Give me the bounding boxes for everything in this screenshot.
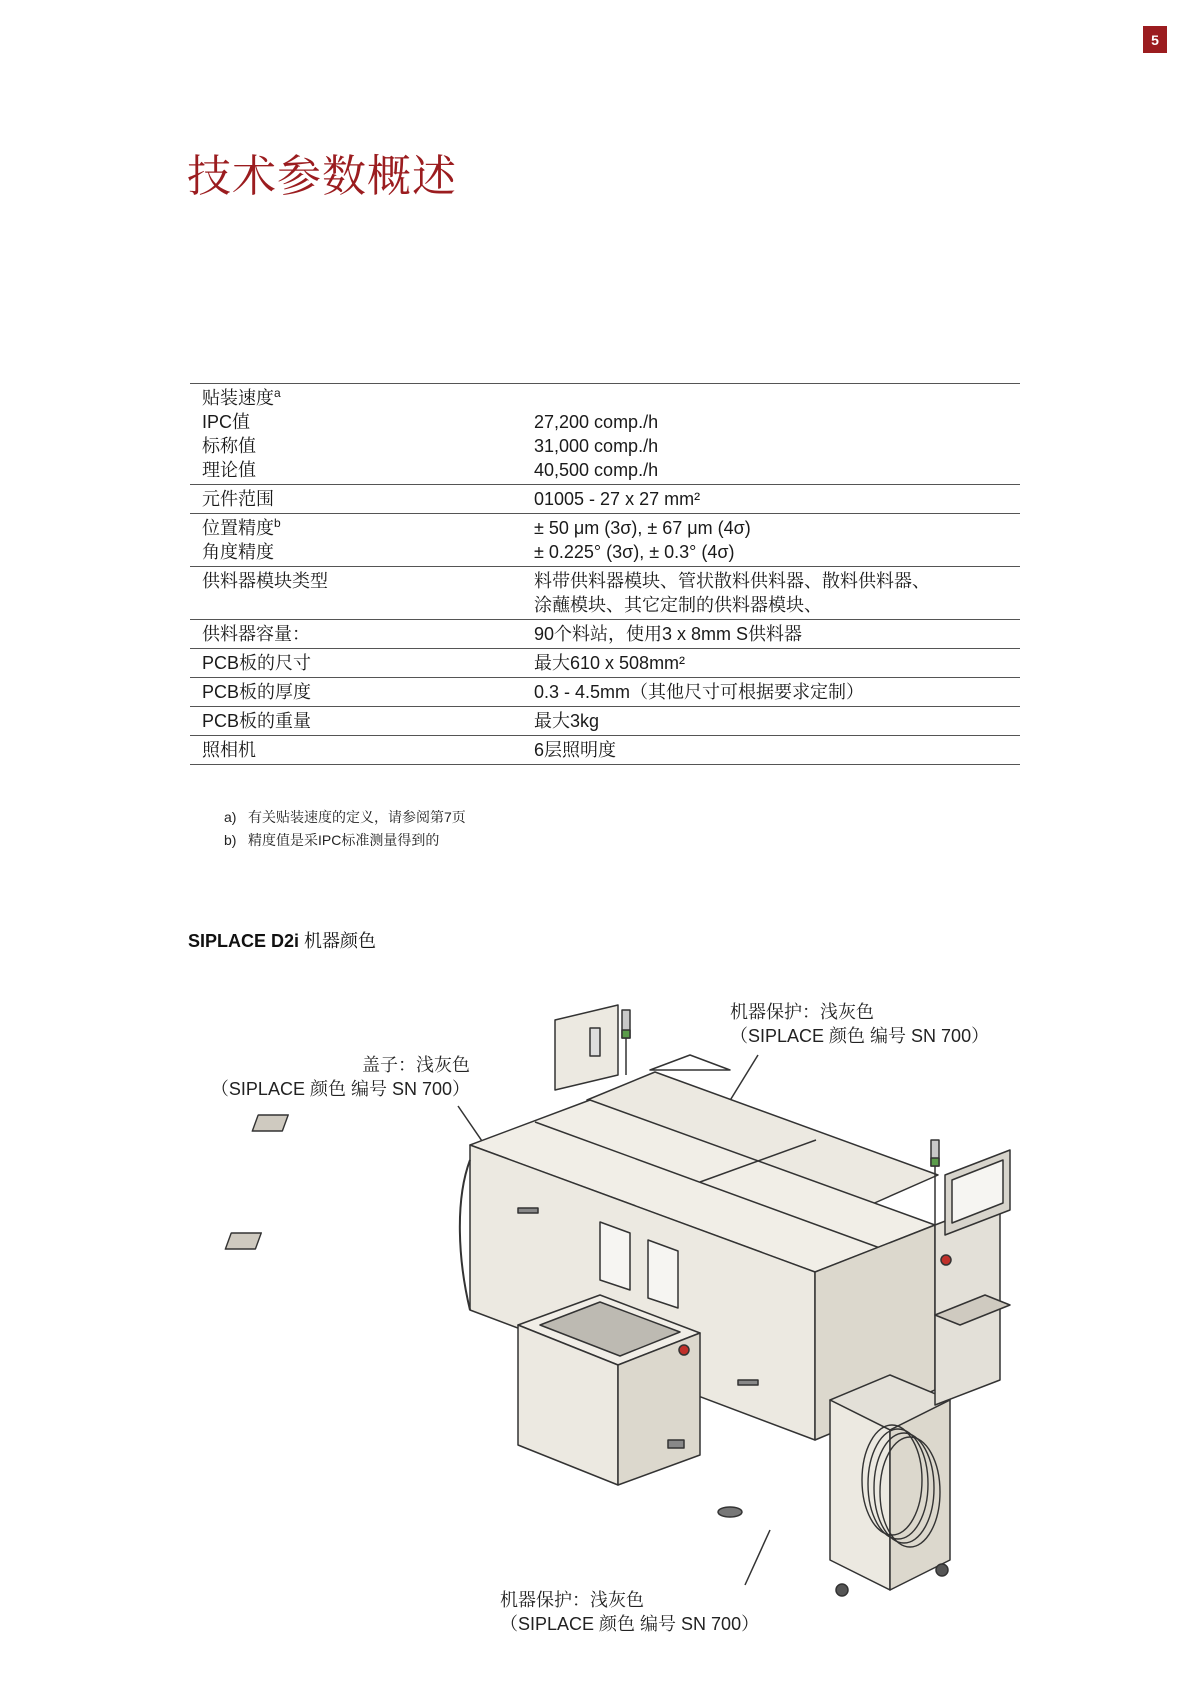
- ipc-label: IPC值: [202, 412, 251, 432]
- range-value: 01005 - 27 x 27 mm²: [534, 489, 701, 509]
- angle-accuracy-label: 角度精度: [202, 542, 274, 562]
- nominal-label: 标称值: [202, 436, 256, 456]
- feeder-type-value-1: 料带供料器模块、管状散料供料器、散料供料器、: [534, 571, 930, 591]
- section-model: SIPLACE D2i: [188, 931, 300, 951]
- camera-label: 照相机: [202, 740, 256, 760]
- leader-line-bottom: [745, 1530, 770, 1585]
- pcb-thickness-value: 0.3 - 4.5mm（其他尺寸可根据要求定制）: [534, 682, 865, 702]
- angle-accuracy-value: ± 0.225° (3σ), ± 0.3° (4σ): [534, 542, 735, 562]
- camera-value: 6层照明度: [534, 740, 617, 760]
- theory-label: 理论值: [202, 460, 256, 480]
- ipc-value: 27,200 comp./h: [534, 412, 659, 432]
- page-title: 技术参数概述: [187, 151, 457, 202]
- pcb-size-value: 最大610 x 508mm²: [534, 653, 686, 673]
- position-accuracy-value: ± 50 μm (3σ), ± 67 μm (4σ): [534, 518, 751, 538]
- theory-value: 40,500 comp./h: [534, 460, 659, 480]
- footnote-b: b) 精度值是采IPC标准测量得到的: [224, 832, 440, 848]
- vent-front: [225, 1233, 261, 1249]
- capacity-label: 供料器容量：: [202, 624, 310, 644]
- window-right: [648, 1240, 678, 1308]
- vent-rear: [252, 1115, 288, 1131]
- section-label: 机器颜色: [304, 931, 377, 951]
- rear-panel: [555, 1005, 618, 1090]
- cable-arm: [460, 1160, 470, 1310]
- feeder-type-label: 供料器模块类型: [202, 571, 328, 591]
- nominal-value: 31,000 comp./h: [534, 436, 659, 456]
- accuracy-footnote-marker: b: [274, 516, 281, 530]
- callout-bottom-protection: 机器保护：浅灰色 （SIPLACE 颜色 编号 SN 700）: [500, 1590, 760, 1634]
- speed-label: 贴装速度$^a$: [202, 386, 281, 408]
- callout-cover: 盖子：浅灰色 （SIPLACE 颜色 编号 SN 700）: [210, 1055, 470, 1099]
- pcb-size-label: PCB板的尺寸: [202, 653, 312, 673]
- pcb-thickness-label: PCB板的厚度: [202, 682, 312, 702]
- window-left: [600, 1222, 630, 1290]
- range-label: 元件范围: [202, 489, 274, 509]
- footnote-a: a) 有关贴装速度的定义，请参阅第7页: [224, 809, 466, 825]
- callout-top-protection: 机器保护：浅灰色 （SIPLACE 颜色 编号 SN 700）: [730, 1002, 990, 1046]
- position-accuracy-label: 位置精度$^b$: [202, 516, 281, 538]
- emergency-stop-button: [679, 1345, 689, 1355]
- pcb-weight-value: 最大3kg: [534, 711, 600, 731]
- page-number-badge: 5: [1143, 26, 1167, 53]
- feeder-type-value-2: 涂蘸模块、其它定制的供料器模块、: [534, 595, 822, 615]
- speed-footnote-marker: a: [274, 386, 281, 400]
- pcb-weight-label: PCB板的重量: [202, 711, 312, 731]
- capacity-value: 90个料站，使用3 x 8mm S供料器: [534, 624, 803, 644]
